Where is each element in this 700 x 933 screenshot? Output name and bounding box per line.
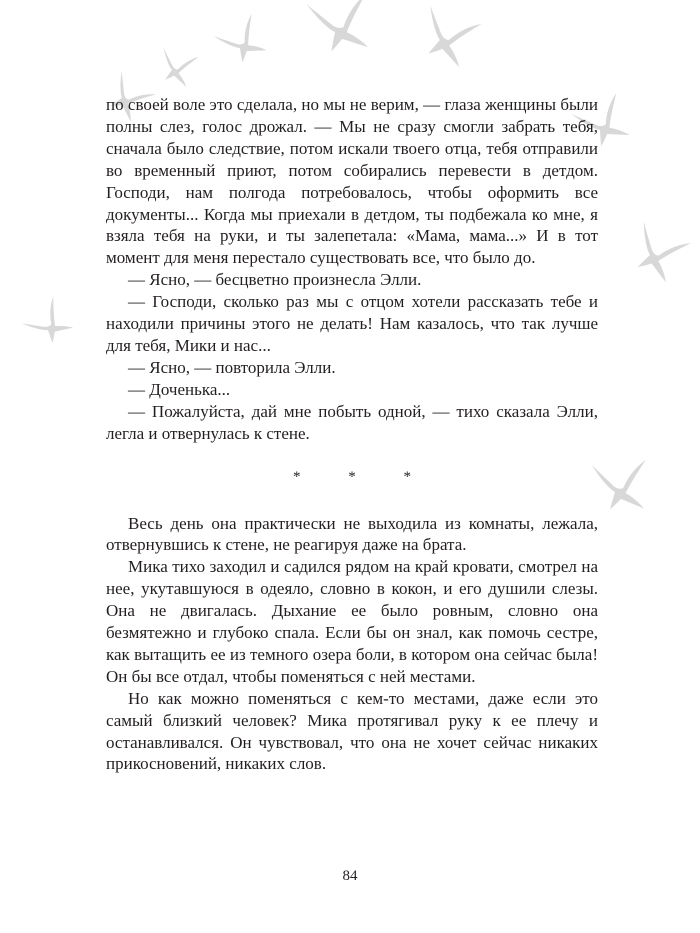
paragraph: — Ясно, — бесцветно произнесла Элли. (128, 270, 422, 290)
swallow-icon (414, 5, 482, 69)
paragraph: по своей воле это сделала, но мы не верим, — глаза женщины были полны слез, голос дрожал. — Мы не сразу смогли забрать тебя, сначала было следствие, потом искали твоего отца, тебя отправили во временный приют, потом собирались перевести в детдом. Господи, нам полгода потребовалось, чтобы оформить все документы... Когда мы приехали в детдом, ты подбежала ко мне, я взяла тебя на руки, и ты залепетала: «Мама, мама...» И в тот момент для меня перестало существовать все, что было до. (106, 95, 598, 268)
paragraph: — Господи, сколько раз мы с отцом хотели рассказать тебе и находили причины этого не делать! Нам казалось, что так лучше для тебя, Мики и нас... (106, 292, 598, 355)
page-body (106, 94, 598, 775)
paragraph: — Ясно, — повторила Элли. (128, 357, 336, 377)
paragraph: Но как можно поменяться с кем-то местами, даже если это самый близкий человек? Мика протягивал руку к ее плечу и останавливался. Он чувствовал, что она не хочет сейчас никаких прикосновений, никаких слов. (106, 688, 598, 774)
swallow-icon (21, 296, 77, 351)
paragraph: — Пожалуйста, дай мне побыть одной, — тихо сказала Элли, легла и отвернулась к стене. (106, 401, 598, 443)
swallow-icon (592, 460, 651, 513)
section-after-break (106, 513, 598, 776)
section-break-asterisks: * * * (293, 468, 433, 485)
paragraph: — Доченька... (128, 379, 231, 399)
section-before-break (106, 94, 598, 445)
paragraph: Мика тихо заходил и садился рядом на край кровати, смотрел на нее, укутавшуюся в одеяло, словно в кокон, и его душили слезы. Она не двигалась. Дыхание ее было ровным, словно она безмятежно и глубоко спала. Если бы он знал, как помочь сестре, как вытащить ее из темного озера боли, в котором она сейчас была! Он бы все отдал, чтобы поменяться с ней местами. (106, 557, 598, 686)
paragraph: Весь день она практически не выходила из комнаты, лежала, отвернувшись к стене, не реагируя даже на брата. (106, 513, 598, 555)
swallow-icon (213, 14, 271, 70)
page-number: 84 (342, 868, 358, 884)
swallow-icon (624, 221, 691, 285)
swallow-icon (155, 47, 198, 88)
swallow-icon (307, 0, 375, 56)
